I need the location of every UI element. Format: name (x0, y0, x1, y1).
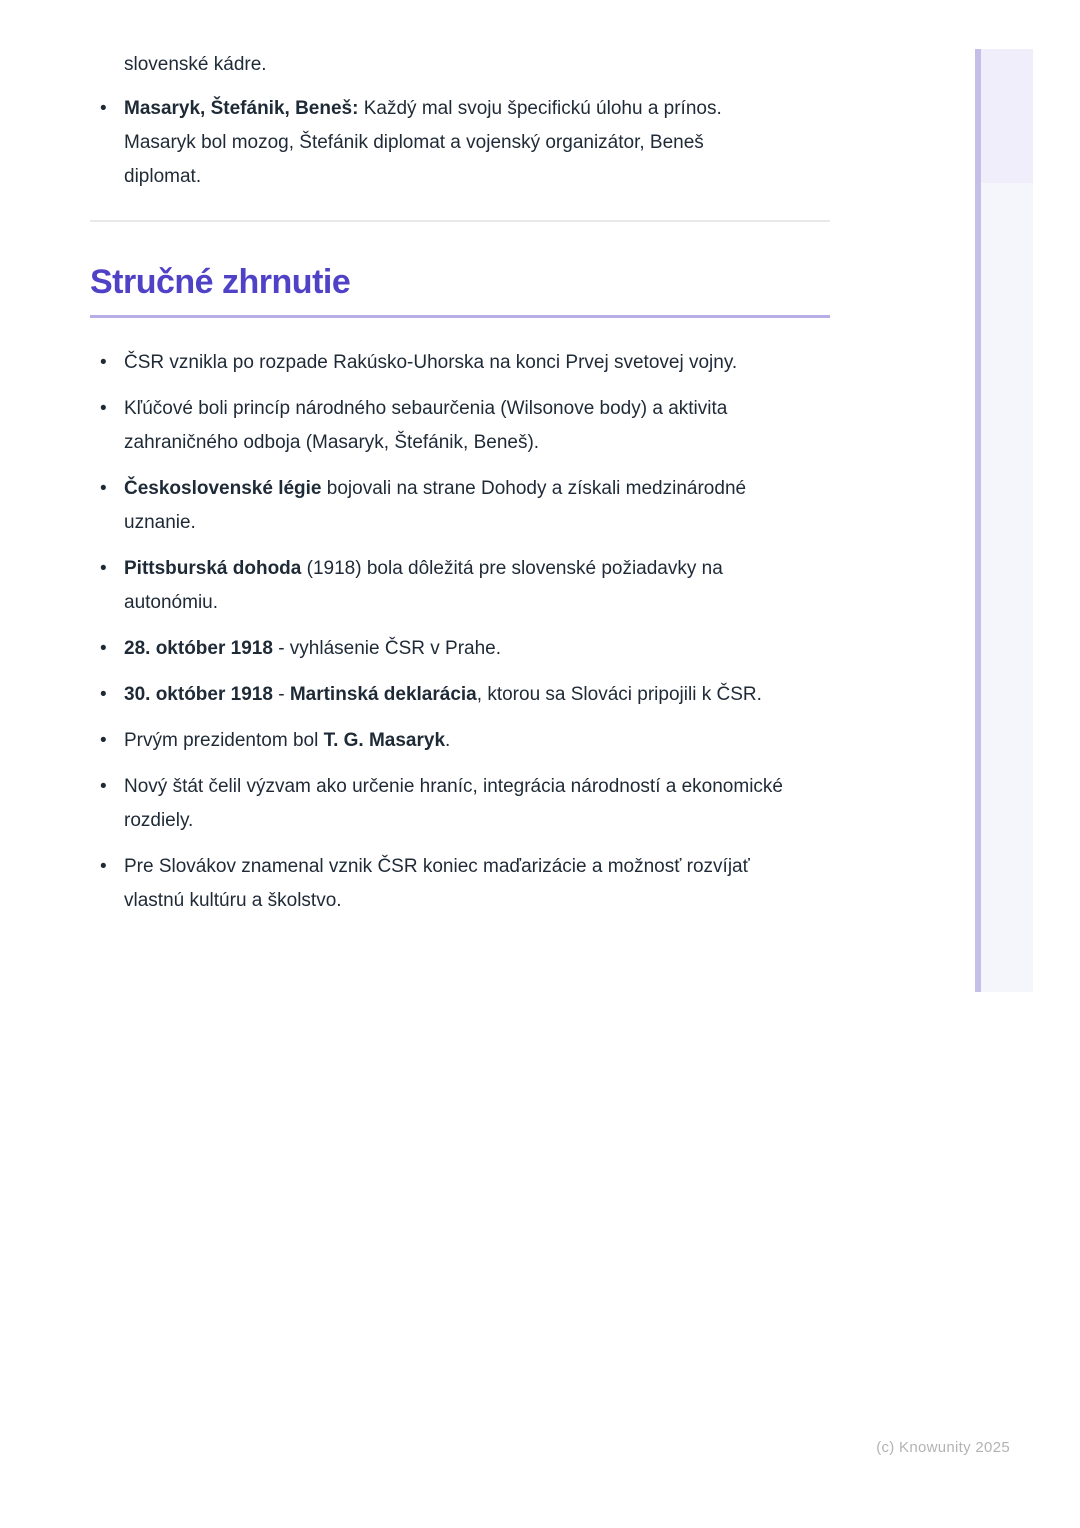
intro-bullet-list (90, 92, 784, 194)
list-item-text: - (272, 684, 290, 705)
list-item (90, 850, 784, 918)
heading-underline (90, 315, 830, 318)
list-item-bold-text: Martinská deklarácia (289, 684, 477, 705)
list-item (90, 724, 784, 758)
list-item-text: - vyhlásenie ČSR v Prahe. (272, 638, 502, 659)
list-item-bold-text: 28. október 1918 (124, 638, 273, 659)
list-item (90, 346, 784, 380)
list-item (90, 472, 784, 540)
page-content (90, 48, 830, 930)
section-divider (90, 220, 830, 222)
list-item-bold-text: Československé légie (124, 478, 322, 499)
section-title: Stručné zhrnutie (90, 263, 351, 301)
list-item-bold-text: 30. október 1918 (124, 684, 273, 705)
list-item (90, 678, 784, 712)
list-item (90, 770, 784, 838)
list-item (90, 632, 784, 666)
list-item-bold-text: T. G. Masaryk (323, 730, 446, 751)
list-item-text: Kľúčové boli princíp národného sebaurčenia (Wilsonove body) a aktivita zahraničného odboja (Masaryk, Štefánik, Beneš). (124, 398, 728, 453)
list-item-text: Pre Slovákov znamenal vznik ČSR koniec maďarizácie a možnosť rozvíjať vlastnú kultúru a školstvo. (124, 856, 750, 911)
list-item (90, 92, 784, 194)
scrollbar-thumb[interactable] (981, 49, 1033, 183)
list-item-text: Prvým prezidentom bol (124, 730, 324, 751)
list-item-text: ČSR vznikla po rozpade Rakúsko-Uhorska na konci Prvej svetovej vojny. (124, 352, 738, 373)
list-item-text: bojovali na strane Dohody a získali medzinárodné uznanie. (124, 478, 747, 533)
list-item (90, 392, 784, 460)
copyright-footer: (c) Knowunity 2025 (876, 1439, 1010, 1456)
summary-bullet-list (90, 346, 784, 918)
list-item-text: (1918) bola dôležitá pre slovenské požiadavky na autonómiu. (124, 558, 723, 613)
list-item (90, 552, 784, 620)
list-item-bold-text: Masaryk, Štefánik, Beneš: (124, 98, 359, 119)
list-item-text: Každý mal svoju špecifickú úlohu a prínos. Masaryk bol mozog, Štefánik diplomat a vojenský organizátor, Beneš diplomat. (124, 98, 722, 187)
list-item-text: . (445, 730, 451, 751)
list-item-text: , ktorou sa Slováci pripojili k ČSR. (476, 684, 762, 705)
list-item-bold-text: Pittsburská dohoda (124, 558, 302, 579)
scrollbar-track[interactable] (975, 49, 1033, 992)
list-item-text: Nový štát čelil výzvam ako určenie hraníc, integrácia národností a ekonomické rozdiely. (124, 776, 783, 831)
paragraph-continuation: slovenské kádre. (124, 54, 267, 75)
